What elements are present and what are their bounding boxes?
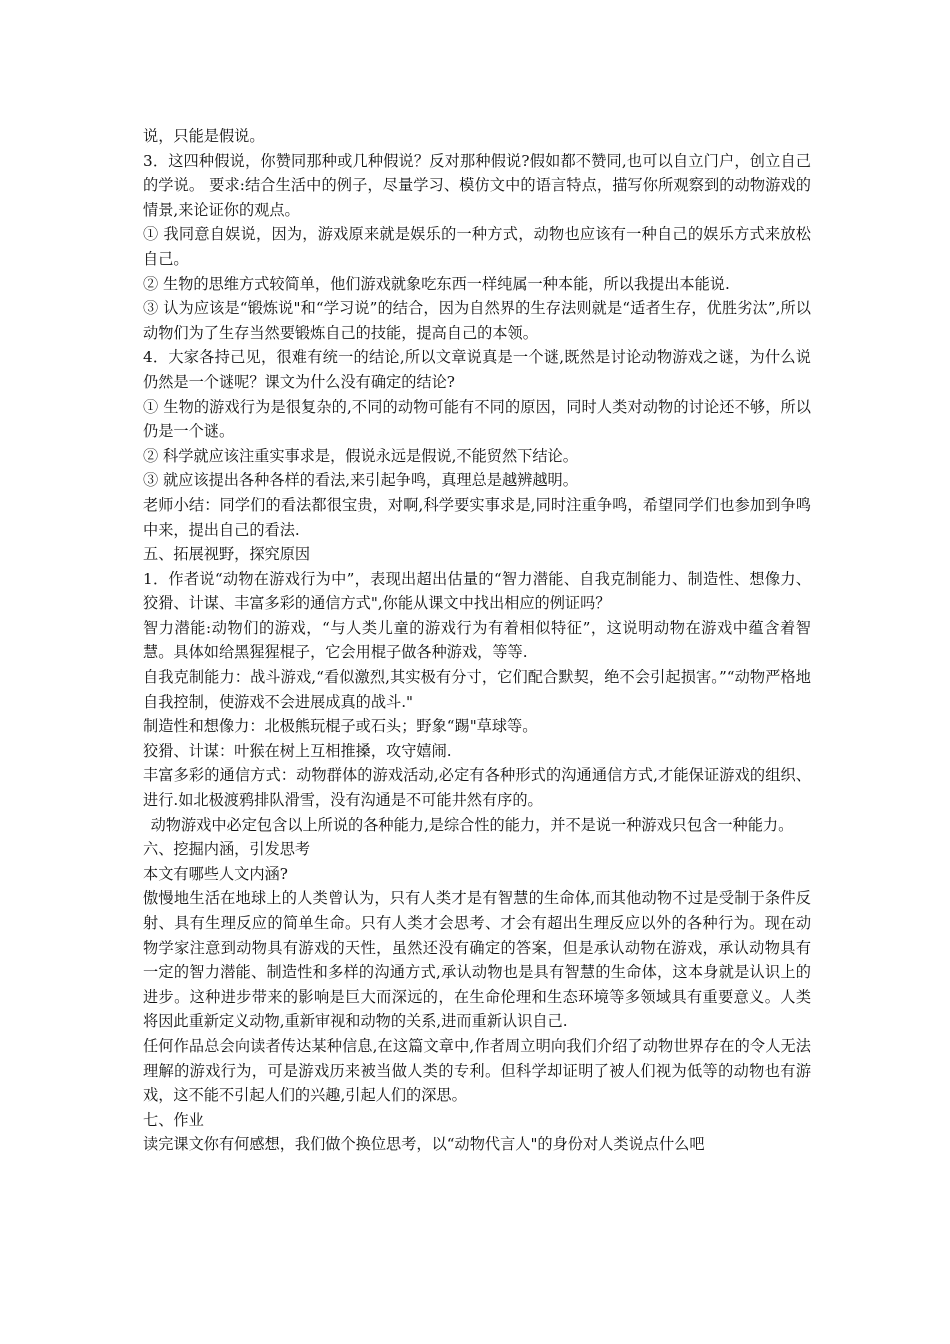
example-paragraph: 智力潜能:动物们的游戏，“与人类儿童的游戏行为有着相似特征”，这说明动物在游戏中蕴含着智慧。具体如给黑猩猩棍子，它会用棍子做各种游戏，等等. <box>143 618 811 662</box>
example-paragraph: 自我克制能力：战斗游戏,“看似激烈,其实极有分寸，它们配合默契，绝不会引起损害。”“动物严格地自我控制，使游戏不会进展成真的战斗." <box>143 668 811 711</box>
example-paragraph: 丰富多彩的通信方式：动物群体的游戏活动,必定有各种形式的沟通通信方式,才能保证游戏的组织、进行.如北极渡鸦排队滑雪，没有沟通是不可能井然有序的。 <box>143 766 811 810</box>
body-paragraph: 任何作品总会向读者传达某种信息,在这篇文章中,作者周立明向我们介绍了动物世界存在的令人无法理解的游戏行为，可是游戏历来被当做人类的专利。但科学却证明了被人们视为低等的动物也有游戏，这不能不引起人们的兴趣,引起人们的深思。 <box>143 1036 811 1105</box>
section-heading: 六、挖掘内涵，引发思考 <box>143 840 311 859</box>
teacher-summary: 老师小结：同学们的看法都很宝贵，对啊,科学要实事求是,同时注重争鸣，希望同学们也参加到争鸣中来，提出自己的看法. <box>143 495 811 539</box>
body-paragraph: 傲慢地生活在地球上的人类曾认为，只有人类才是有智慧的生命体,而其他动物不过是受制于条件反射、具有生理反应的简单生命。只有人类才会思考、才会有超出生理反应以外的各种行为。现在动物学家注意到动物具有游戏的天性，虽然还没有确定的答案，但是承认动物在游戏，承认动物具有一定的智力潜能、制造性和多样的沟通方式,承认动物也是具有智慧的生命体，这本身就是认识上的进步。这种进步带来的影响是巨大而深远的，在生命伦理和生态环境等多领域具有重要意义。人类将因此重新定义动物,重新审视和动物的关系,进而重新认识自己. <box>143 889 811 1031</box>
question: 本文有哪些人文内涵? <box>143 864 288 883</box>
paragraph: 说，只能是假说。 <box>143 127 265 145</box>
answer-item: ② 生物的思维方式较简单，他们游戏就象吃东西一样纯属一种本能，所以我提出本能说. <box>143 274 730 293</box>
answer-item: ① 生物的游戏行为是很复杂的,不同的动物可能有不同的原因，同时人类对动物的讨论还不够，所以仍是一个谜。 <box>143 397 811 441</box>
question-3: 3．这四种假说，你赞同那种或几种假说？反对那种假说?假如都不赞同,也可以自立门户，创立自己的学说。 要求:结合生活中的例子，尽量学习、模仿文中的语言特点，描写你所观察到的动物游戏的情景,来论证你的观点。 <box>143 151 811 219</box>
answer-item: ③ 就应该提出各种各样的看法,来引起争鸣，真理总是越辨越明。 <box>143 471 578 490</box>
section-heading: 七、作业 <box>143 1110 204 1129</box>
answer-item: ② 科学就应该注重实事求是，假说永远是假说,不能贸然下结论。 <box>143 446 578 465</box>
document-page <box>143 124 811 1157</box>
answer-item: ① 我同意自娱说，因为，游戏原来就是娱乐的一种方式，动物也应该有一种自己的娱乐方式来放松自己。 <box>143 225 811 268</box>
example-paragraph: 制造性和想像力：北极熊玩棍子或石头；野象“踢"草球等。 <box>143 717 538 736</box>
section-heading: 五、拓展视野，探究原因 <box>143 545 311 564</box>
question-1: 1．作者说“动物在游戏行为中”，表现出超出估量的“智力潜能、自我克制能力、制造性、想像力、狡猾、计谋、丰富多彩的通信方式",你能从课文中找出相应的例证吗？ <box>143 569 811 613</box>
summary-paragraph: 动物游戏中必定包含以上所说的各种能力,是综合性的能力，并不是说一种游戏只包含一种能力。 <box>150 815 794 834</box>
homework-paragraph: 读完课文你有何感想，我们做个换位思考，以“动物代言人"的身份对人类说点什么吧 <box>143 1135 705 1154</box>
answer-item: ③ 认为应该是“锻炼说"和“学习说”的结合，因为自然界的生存法则就是“适者生存，优胜劣汰”,所以动物们为了生存当然要锻炼自己的技能，提高自己的本领。 <box>143 299 811 342</box>
example-paragraph: 狡猾、计谋：叶猴在树上互相推搡，攻守嬉闹. <box>143 741 452 760</box>
question-4: 4．大家各持己见，很难有统一的结论,所以文章说真是一个谜,既然是讨论动物游戏之谜，为什么说仍然是一个谜呢？课文为什么没有确定的结论? <box>143 348 811 391</box>
